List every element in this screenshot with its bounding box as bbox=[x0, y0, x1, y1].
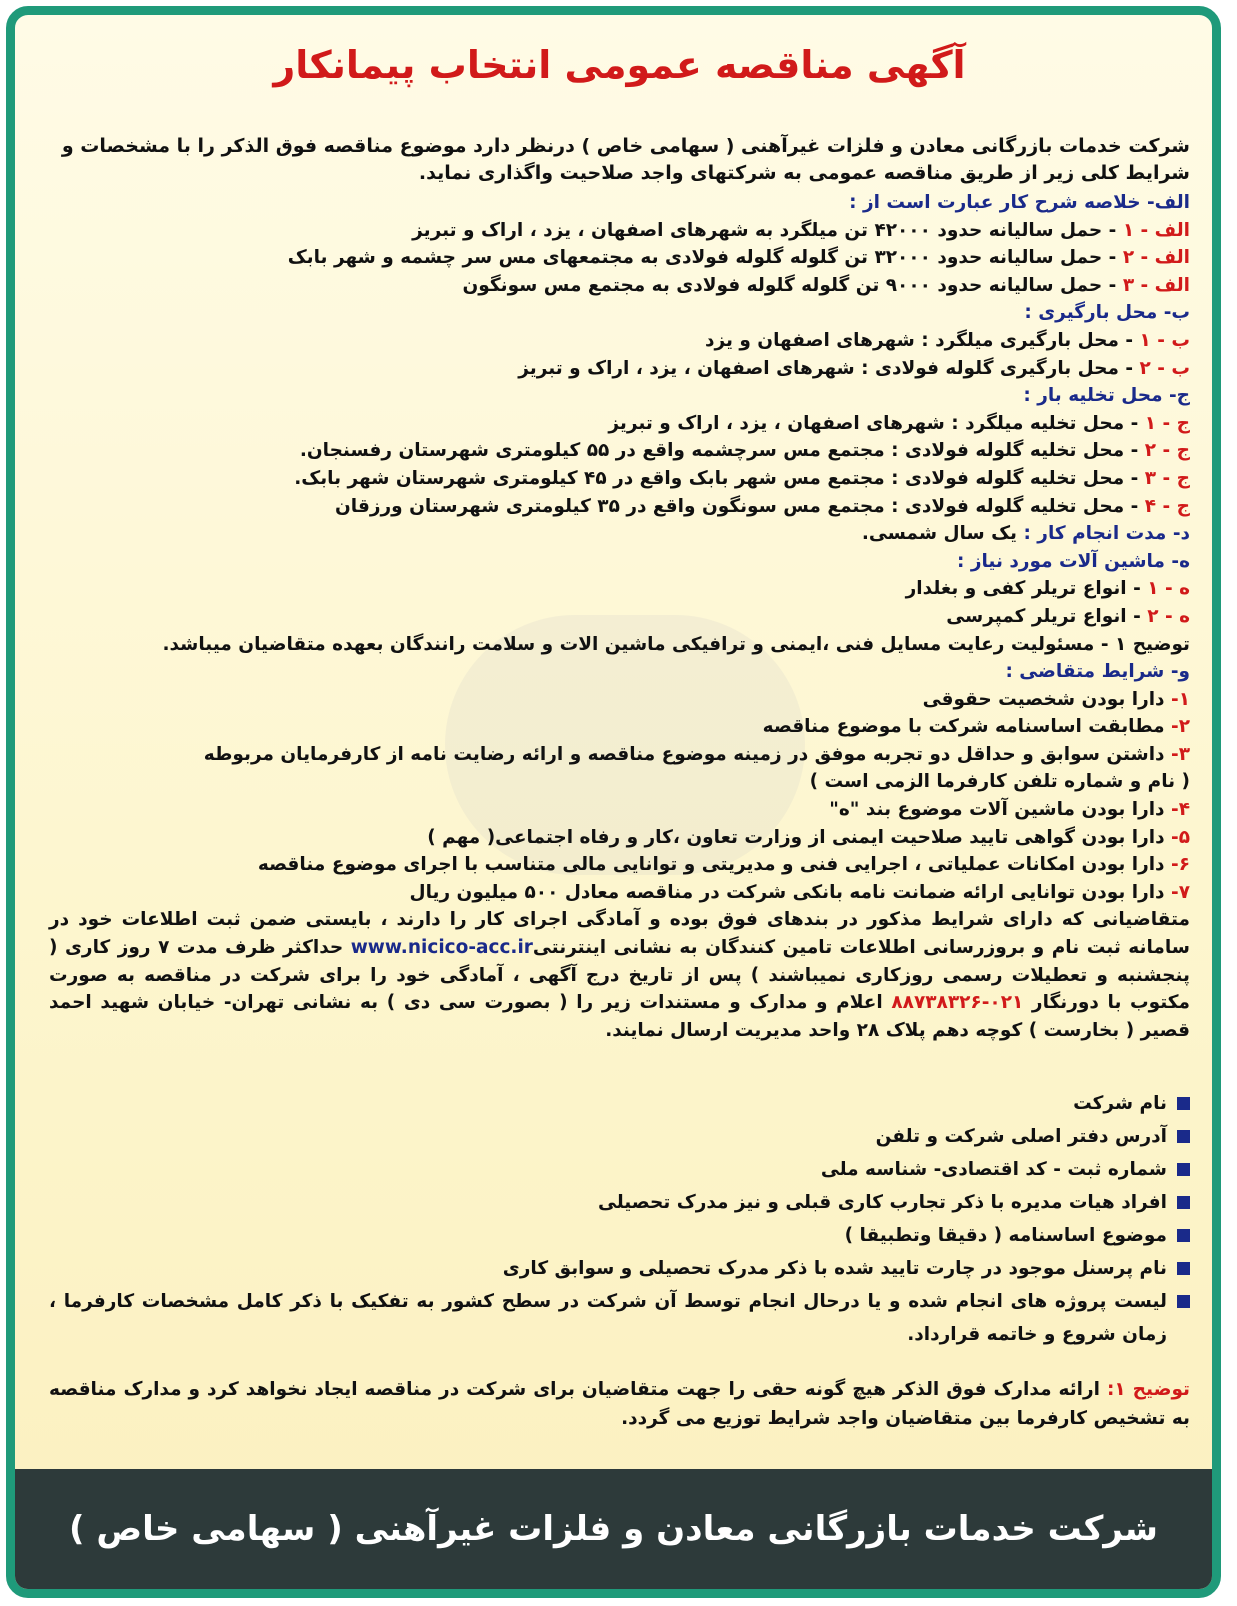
list-item-text: موضوع اساسنامه ( دقیقا وتطبیقا ) bbox=[844, 1225, 1167, 1246]
item-label: ج - ۱ bbox=[1144, 412, 1190, 434]
requirement-item bbox=[49, 824, 1190, 852]
section-e-note: توضیح ۱ - مسئولیت رعایت مسایل فنی ،ایمنی و ترافیکی ماشین الات و سلامت رانندگان بعهده متقاضیان میباشد. bbox=[162, 633, 1190, 655]
item-text: - انواع تریلر کمپرسی bbox=[946, 605, 1141, 627]
square-bullet-icon bbox=[1177, 1163, 1190, 1176]
list-item bbox=[49, 1285, 1190, 1351]
item-label: ج - ۳ bbox=[1144, 467, 1190, 489]
item-label: ۳- bbox=[1171, 743, 1190, 765]
square-bullet-icon bbox=[1177, 1196, 1190, 1209]
item-text: - حمل سالیانه حدود ۳۲۰۰۰ تن گلوله گلوله فولادی به مجتمعهای مس سر چشمه و شهر بابک bbox=[287, 247, 1117, 269]
item-text: - حمل سالیانه حدود ۹۰۰۰ تن گلوله گلوله فولادی به مجتمع مس سونگون bbox=[462, 274, 1117, 296]
item-text: ( نام و شماره تلفن کارفرما الزمی است ) bbox=[809, 771, 1190, 793]
item-label: ۲- bbox=[1171, 716, 1190, 738]
item-text: دارا بودن گواهی تایید صلاحیت ایمنی از وزارت تعاون ،کار و رفاه اجتماعی( مهم ) bbox=[427, 826, 1165, 848]
section-c-item bbox=[49, 410, 1190, 438]
list-item bbox=[49, 1087, 1190, 1120]
list-item bbox=[49, 1252, 1190, 1285]
item-text: - محل بارگیری میلگرد : شهرهای اصفهان و یزد bbox=[704, 329, 1134, 351]
square-bullet-icon bbox=[1177, 1097, 1190, 1110]
section-a-item bbox=[49, 244, 1190, 272]
item-label: ۴- bbox=[1171, 799, 1190, 821]
note-label: توضیح ۱: bbox=[1107, 1379, 1190, 1400]
footer-banner bbox=[15, 1469, 1212, 1589]
section-b-item bbox=[49, 327, 1190, 355]
list-item bbox=[49, 1186, 1190, 1219]
item-text: دارا بودن شخصیت حقوقی bbox=[922, 688, 1165, 710]
item-label: ج - ۴ bbox=[1144, 495, 1190, 517]
square-bullet-icon bbox=[1177, 1229, 1190, 1242]
requirement-item bbox=[49, 713, 1190, 741]
section-a-item bbox=[49, 217, 1190, 245]
section-f-heading: و- شرایط متقاضی : bbox=[1005, 661, 1190, 683]
section-d-text: یک سال شمسی. bbox=[861, 523, 1017, 545]
section-e-heading: ه- ماشین آلات مورد نیاز : bbox=[957, 550, 1190, 572]
section-d bbox=[49, 520, 1190, 548]
list-item bbox=[49, 1219, 1190, 1252]
section-a-heading: الف- خلاصه شرح کار عبارت است از : bbox=[849, 192, 1190, 213]
note-text: ارائه مدارک فوق الذکر هیچ گونه حقی را جهت متقاضیان برای شرکت در مناقصه ایجاد نخواهد کرد و مدارک مناقصه به تشخیص کارفرما بین متقاضیان واجد شرایط توزیع می گردد. bbox=[49, 1379, 1190, 1429]
instructions-part2: حداکثر ظرف مدت ۷ روز کاری ( پنجشنبه و تعطیلات رسمی روزکاری نمیباشند ) پس از تاریخ درج آگهی ، آمادگی خود را برای شرکت در مناقصه به صورت مکتوب با دورنگار bbox=[49, 937, 1190, 1014]
page-title: آگهی مناقصه عمومی انتخاب پیمانکار bbox=[273, 43, 966, 87]
item-label: ۶- bbox=[1171, 854, 1190, 876]
list-item-text: افراد هیات مدیره با ذکر تجارب کاری قبلی و نیز مدرک تحصیلی bbox=[597, 1192, 1167, 1213]
list-item-text: شماره ثبت - کد اقتصادی- شناسه ملی bbox=[820, 1159, 1167, 1180]
final-note bbox=[49, 1375, 1190, 1433]
section-c-heading: ج- محل تخلیه بار : bbox=[1023, 385, 1190, 407]
item-text: - محل بارگیری گلوله فولادی : شهرهای اصفهان ، یزد ، اراک و تبریز bbox=[518, 357, 1134, 379]
section-c-item bbox=[49, 493, 1190, 521]
square-bullet-icon bbox=[1177, 1262, 1190, 1275]
item-label: ۵- bbox=[1171, 826, 1190, 848]
intro-paragraph: شرکت خدمات بازرگانی معادن و فلزات غیرآهنی ( سهامی خاص ) درنظر دارد موضوع مناقصه فوق الذکر را با مشخصات و شرایط کلی زیر از طریق مناقصه عمومی به شرکتهای واجد صلاحیت واگذاری نماید. bbox=[61, 135, 1190, 184]
registration-link[interactable]: www.nicico-acc.ir bbox=[350, 937, 533, 959]
section-d-heading: د- مدت انجام کار : bbox=[1023, 523, 1190, 545]
square-bullet-icon bbox=[1177, 1130, 1190, 1143]
item-label: ۷- bbox=[1171, 881, 1190, 903]
company-name: شرکت خدمات بازرگانی معادن و فلزات غیرآهنی ( سهامی خاص ) bbox=[69, 1509, 1158, 1549]
section-c-item bbox=[49, 465, 1190, 493]
item-text: - حمل سالیانه حدود ۴۲۰۰۰ تن میلگرد به شهرهای اصفهان ، یزد ، اراک و تبریز bbox=[412, 219, 1117, 241]
section-b-heading: ب- محل بارگیری : bbox=[1024, 302, 1190, 324]
requirement-item bbox=[49, 796, 1190, 824]
item-text: مطابقت اساسنامه شرکت با موضوع مناقصه bbox=[762, 716, 1165, 738]
item-text: - محل تخلیه میلگرد : شهرهای اصفهان ، یزد ، اراک و تبریز bbox=[608, 412, 1139, 434]
item-label: ه - ۲ bbox=[1147, 605, 1190, 627]
required-documents-list bbox=[49, 1087, 1190, 1351]
fax-number: ۰۲۱-۸۸۷۳۸۳۲۶ bbox=[891, 992, 1024, 1014]
list-item-text: لیست پروژه های انجام شده و یا درحال انجام توسط آن شرکت در سطح کشور به تفکیک با ذکر کامل مشخصات کارفرما ، زمان شروع و خاتمه قرارداد. bbox=[49, 1291, 1167, 1345]
section-e-item bbox=[49, 603, 1190, 631]
section-a-item bbox=[49, 272, 1190, 300]
item-text: دارا بودن امکانات عملیاتی ، اجرایی فنی و مدیریتی و توانایی مالی متناسب با اجرای موضوع مناقصه bbox=[257, 854, 1165, 876]
section-b-item bbox=[49, 355, 1190, 383]
advertisement-content bbox=[49, 15, 1190, 1589]
instructions-paragraph bbox=[49, 906, 1190, 1044]
requirement-item bbox=[49, 768, 1190, 796]
item-text: - انواع تریلر کفی و بغلدار bbox=[905, 578, 1141, 600]
requirement-item bbox=[49, 851, 1190, 879]
tender-details bbox=[49, 189, 1190, 1044]
list-item-text: آدرس دفتر اصلی شرکت و تلفن bbox=[875, 1126, 1167, 1147]
item-label: ب - ۲ bbox=[1139, 357, 1190, 379]
list-item bbox=[49, 1153, 1190, 1186]
square-bullet-icon bbox=[1177, 1295, 1190, 1308]
section-c-item bbox=[49, 437, 1190, 465]
instructions-part1: متقاضیانی که دارای شرایط مذکور در بندهای فوق بوده و آمادگی اجرای کار را دارند ، بایستی ضمن ثبت اطلاعات خود در سامانه ثبت نام و بروزرسانی اطلاعات تامین کنندگان به نشانی اینترنتی bbox=[49, 909, 1190, 959]
item-text: - محل تخلیه گلوله فولادی : مجتمع مس سرچشمه واقع در ۵۵ کیلومتری شهرستان رفسنجان. bbox=[299, 440, 1139, 462]
requirement-item bbox=[49, 686, 1190, 714]
item-label: ۱- bbox=[1171, 688, 1190, 710]
item-label: الف - ۲ bbox=[1122, 247, 1190, 269]
item-text: - محل تخلیه گلوله فولادی : مجتمع مس سونگون واقع در ۳۵ کیلومتری شهرستان ورزقان bbox=[334, 495, 1139, 517]
item-label: الف - ۱ bbox=[1122, 219, 1190, 241]
section-e-item bbox=[49, 575, 1190, 603]
item-label: ه - ۱ bbox=[1147, 578, 1190, 600]
item-text: دارا بودن توانایی ارائه ضمانت نامه بانکی شرکت در مناقصه معادل ۵۰۰ میلیون ریال bbox=[409, 881, 1165, 903]
item-text: - محل تخلیه گلوله فولادی : مجتمع مس شهر بابک واقع در ۴۵ کیلومتری شهرستان شهر بابک. bbox=[294, 467, 1139, 489]
item-text: دارا بودن ماشین آلات موضوع بند "ه" bbox=[829, 799, 1165, 821]
item-label: الف - ۳ bbox=[1122, 274, 1190, 296]
list-item-text: نام پرسنل موجود در چارت تایید شده با ذکر مدرک تحصیلی و سوابق کاری bbox=[502, 1258, 1167, 1279]
requirement-item bbox=[49, 879, 1190, 907]
item-label: ب - ۱ bbox=[1139, 329, 1190, 351]
requirement-item bbox=[49, 741, 1190, 769]
list-item-text: نام شرکت bbox=[1073, 1093, 1167, 1114]
item-label: ج - ۲ bbox=[1144, 440, 1190, 462]
list-item bbox=[49, 1120, 1190, 1153]
instructions-part3: اعلام و مدارک و مستندات زیر را ( بصورت سی دی ) به نشانی تهران- خیابان شهید احمد قصیر ( بخارست ) کوچه دهم پلاک ۲۸ واحد مدیریت ارسال نمایند. bbox=[49, 992, 1190, 1041]
advertisement-frame bbox=[6, 6, 1221, 1598]
item-text: داشتن سوابق و حداقل دو تجربه موفق در زمینه موضوع مناقصه و ارائه رضایت نامه از کارفرمایان مربوطه bbox=[203, 743, 1165, 765]
